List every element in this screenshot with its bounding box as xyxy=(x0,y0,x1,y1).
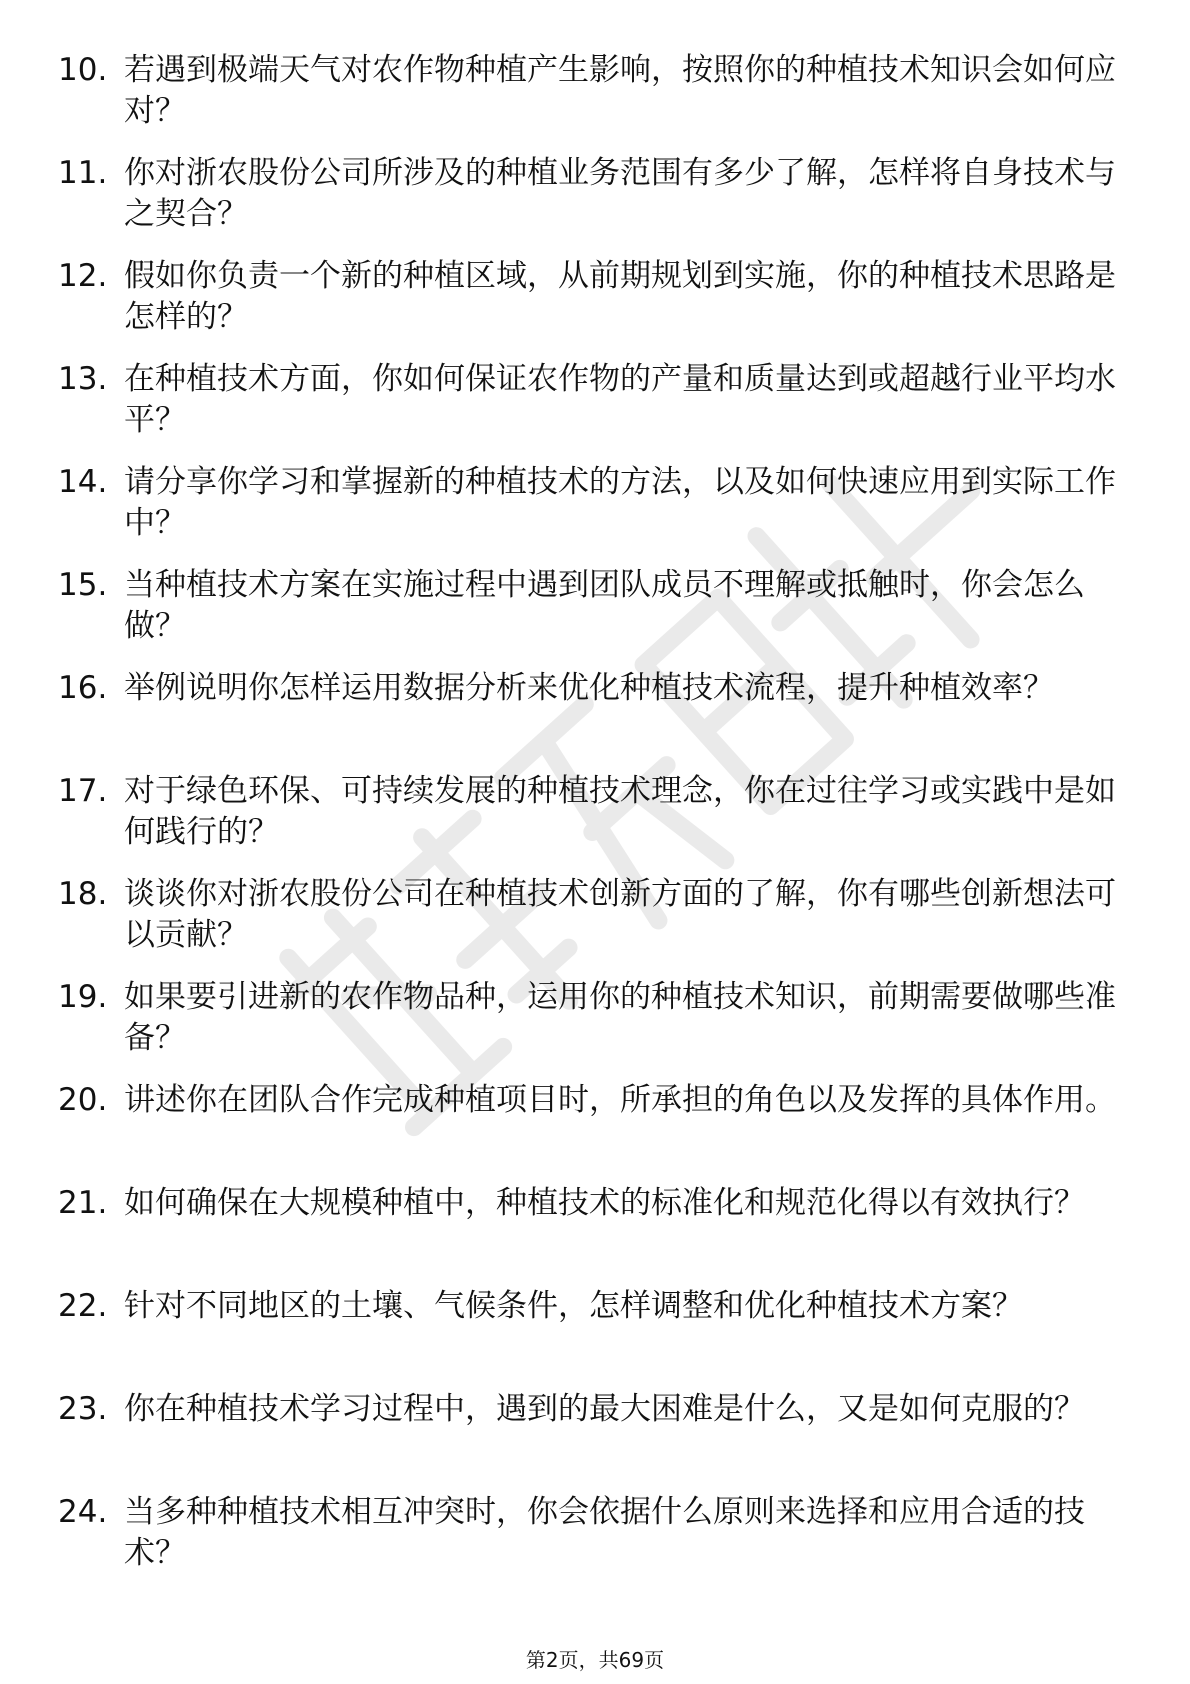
question-item-23 xyxy=(58,1389,1138,1471)
page-footer: 第2页，共69页 xyxy=(525,1648,665,1672)
interview-question-list xyxy=(58,50,1138,1595)
question-text: 请分享你学习和掌握新的种植技术的方法，以及如何快速应用到实际工作中？ xyxy=(124,464,1116,541)
question-text: 谈谈你对浙农股份公司在种植技术创新方面的了解，你有哪些创新想法可以贡献？ xyxy=(124,876,1116,953)
question-text: 讲述你在团队合作完成种植项目时，所承担的角色以及发挥的具体作用。 xyxy=(124,1082,1116,1118)
question-text: 你在种植技术学习过程中，遇到的最大困难是什么，又是如何克服的？ xyxy=(124,1391,1085,1427)
question-item-24 xyxy=(58,1492,1138,1574)
question-text: 对于绿色环保、可持续发展的种植技术理念，你在过往学习或实践中是如何践行的？ xyxy=(124,773,1116,850)
question-number: 18. xyxy=(58,876,108,912)
question-text: 你对浙农股份公司所涉及的种植业务范围有多少了解，怎样将自身技术与之契合？ xyxy=(124,155,1116,232)
question-number: 16. xyxy=(58,670,108,706)
question-item-16 xyxy=(58,668,1138,750)
question-item-15 xyxy=(58,565,1138,647)
question-item-20 xyxy=(58,1080,1138,1162)
question-text: 针对不同地区的土壤、气候条件，怎样调整和优化种植技术方案？ xyxy=(124,1288,1023,1324)
question-number: 17. xyxy=(58,773,108,809)
question-text: 如果要引进新的农作物品种，运用你的种植技术知识，前期需要做哪些准备？ xyxy=(124,979,1116,1056)
question-number: 13. xyxy=(58,361,108,397)
question-number: 21. xyxy=(58,1185,108,1221)
question-text: 在种植技术方面，你如何保证农作物的产量和质量达到或超越行业平均水平？ xyxy=(124,361,1116,438)
question-number: 23. xyxy=(58,1391,108,1427)
question-item-12 xyxy=(58,256,1138,338)
question-item-18 xyxy=(58,874,1138,956)
question-item-14 xyxy=(58,462,1138,544)
question-text: 当种植技术方案在实施过程中遇到团队成员不理解或抵触时，你会怎么做？ xyxy=(124,567,1085,644)
question-number: 12. xyxy=(58,258,108,294)
question-item-19 xyxy=(58,977,1138,1059)
question-number: 24. xyxy=(58,1494,108,1530)
question-number: 22. xyxy=(58,1288,108,1324)
question-number: 20. xyxy=(58,1082,108,1118)
question-item-10 xyxy=(58,50,1138,132)
question-number: 15. xyxy=(58,567,108,603)
question-text: 如何确保在大规模种植中，种植技术的标准化和规范化得以有效执行？ xyxy=(124,1185,1085,1221)
question-text: 举例说明你怎样运用数据分析来优化种植技术流程，提升种植效率？ xyxy=(124,670,1054,706)
question-item-17 xyxy=(58,771,1138,853)
question-item-21 xyxy=(58,1183,1138,1265)
question-number: 10. xyxy=(58,52,108,88)
question-item-13 xyxy=(58,359,1138,441)
question-number: 19. xyxy=(58,979,108,1015)
question-text: 若遇到极端天气对农作物种植产生影响，按照你的种植技术知识会如何应对？ xyxy=(124,52,1116,129)
question-item-11 xyxy=(58,153,1138,235)
question-text: 假如你负责一个新的种植区域，从前期规划到实施，你的种植技术思路是怎样的？ xyxy=(124,258,1116,335)
question-item-22 xyxy=(58,1286,1138,1368)
question-number: 14. xyxy=(58,464,108,500)
question-text: 当多种种植技术相互冲突时，你会依据什么原则来选择和应用合适的技术？ xyxy=(124,1494,1085,1571)
question-number: 11. xyxy=(58,155,108,191)
